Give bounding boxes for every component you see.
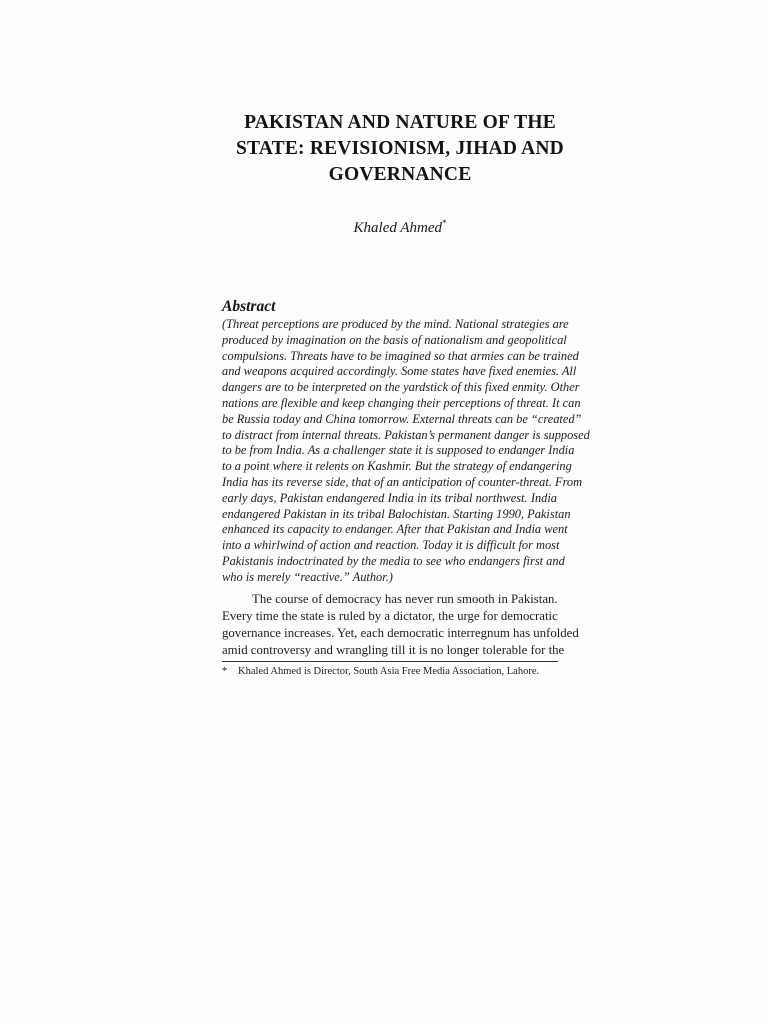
abstract-line: produced by imagination on the basis of nationalism and geopolitical <box>222 332 567 347</box>
abstract-line: Pakistanis indoctrinated by the media to see who endangers first and <box>222 553 565 568</box>
abstract-line: India has its reverse side, that of an anticipation of counter-threat. From <box>222 474 583 489</box>
body-line: Every time the state is ruled by a dictator, the urge for democratic <box>222 609 558 623</box>
abstract-line: and weapons acquired accordingly. Some states have fixed enemies. All <box>222 364 577 379</box>
body-paragraph <box>222 591 579 659</box>
footnote-mark: * <box>222 666 228 677</box>
abstract-line: to be from India. As a challenger state it is supposed to endanger India <box>222 443 575 458</box>
title-line: PAKISTAN AND NATURE OF THE <box>244 112 556 133</box>
abstract-line: early days, Pakistan endangered India in its tribal northwest. India <box>222 490 557 505</box>
abstract-text <box>222 317 590 586</box>
footnote <box>222 666 558 677</box>
abstract-line: be Russia today and China tomorrow. External threats can be “created” <box>222 411 582 426</box>
author-footnote-mark: * <box>441 218 447 228</box>
abstract-line: enhanced its capacity to endanger. After that Pakistan and India went <box>222 522 568 537</box>
title-line: GOVERNANCE <box>328 164 472 185</box>
abstract-line: to distract from internal threats. Pakistan’s permanent danger is supposed <box>222 427 590 442</box>
abstract-line: who is merely “reactive.” Author.) <box>222 569 393 584</box>
author-name: Khaled Ahmed <box>353 220 442 236</box>
title-line: STATE: REVISIONISM, JIHAD AND <box>236 138 564 159</box>
abstract-line: compulsions. Threats have to be imagined so that armies can be trained <box>222 348 579 363</box>
author-byline <box>200 218 600 237</box>
abstract-line: nations are flexible and keep changing their perceptions of threat. It can <box>222 395 581 410</box>
abstract-line: endangered Pakistan in its tribal Balochistan. Starting 1990, Pakistan <box>222 506 571 521</box>
abstract-heading: Abstract <box>222 298 276 315</box>
abstract-line: to a point where it relents on Kashmir. But the strategy of endangering <box>222 459 572 474</box>
footnote-divider <box>222 661 558 662</box>
article-title <box>200 110 600 188</box>
abstract-line: dangers are to be interpreted on the yardstick of this fixed enmity. Other <box>222 380 580 395</box>
abstract-line: into a whirlwind of action and reaction. Today it is difficult for most <box>222 538 560 553</box>
body-line: The course of democracy has never run smooth in Pakistan. <box>252 592 558 606</box>
abstract-line: (Threat perceptions are produced by the mind. National strategies are <box>222 317 569 331</box>
body-line: governance increases. Yet, each democratic interregnum has unfolded <box>222 626 579 640</box>
footnote-text: Khaled Ahmed is Director, South Asia Free Media Association, Lahore. <box>238 666 540 677</box>
body-line: amid controversy and wrangling till it is no longer tolerable for the <box>222 643 565 657</box>
